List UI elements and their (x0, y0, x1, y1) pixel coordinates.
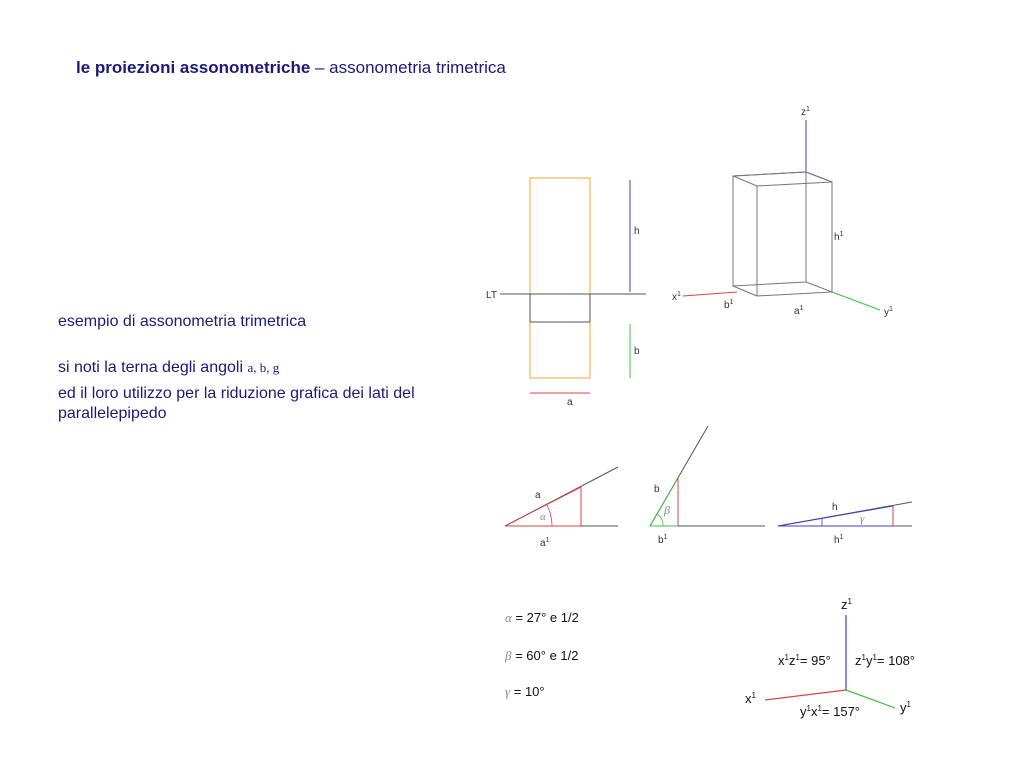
beta-value: β = 60° e 1/2 (505, 648, 579, 663)
alpha-bottom-label: $a^1$ (540, 537, 550, 549)
diagram-z-label: $z^1$ (841, 597, 852, 612)
orthographic-views (486, 178, 646, 408)
front-view (530, 178, 590, 294)
z-axis-label: $z^1$ (801, 106, 810, 118)
y-axis-label: $y^1$ (884, 306, 893, 318)
beta-top-label: b (654, 484, 660, 495)
gamma-bottom-label: $h^1$ (834, 534, 844, 546)
a1-label: $a^1$ (794, 305, 804, 317)
diagram-x-label: $x^1$ (745, 691, 756, 706)
note-prefix: si noti la terna degli angoli (58, 359, 248, 376)
beta-bottom-label: $b^1$ (658, 534, 668, 546)
b-label: b (634, 346, 640, 357)
xz-angle-label: $x^1z^1= 95^\circ$ (778, 653, 831, 668)
lt-label: LT (486, 290, 497, 301)
beta-reduction (650, 426, 765, 546)
h1-label: $h^1$ (834, 231, 844, 243)
angle-values (504, 610, 579, 699)
yx-angle-label: $y^1x^1= 157^\circ$ (800, 704, 860, 719)
beta-symbol: β (664, 503, 670, 517)
alpha-value: α = 27° e 1/2 (505, 610, 579, 625)
title-rest: – assonometria trimetrica (310, 58, 506, 77)
usage-text: ed il loro utilizzo per la riduzione grafica dei lati del parallelepipedo (58, 385, 415, 422)
alpha-symbol: α (540, 511, 546, 523)
note-greek: a, b, g (247, 360, 280, 375)
axonometric-box (683, 120, 880, 310)
top-view (530, 322, 590, 378)
axes-angle-diagram (745, 597, 915, 719)
a-label: a (567, 397, 573, 408)
zy-angle-label: $z^1y^1= 108^\circ$ (855, 653, 915, 668)
gamma-value: γ = 10° (505, 684, 545, 699)
alpha-reduction (505, 467, 618, 549)
example-text: esempio di assonometria trimetrica (58, 313, 307, 330)
alpha-top-label: a (535, 490, 541, 501)
gamma-top-label: h (832, 502, 838, 513)
gamma-reduction (778, 502, 912, 546)
b1-label: $b^1$ (724, 299, 734, 311)
title-bold: le proiezioni assonometriche (76, 58, 311, 77)
gamma-symbol: γ (860, 513, 865, 525)
h-label: h (634, 226, 640, 237)
x-axis-label: $x^1$ (672, 291, 681, 303)
diagram-y-label: $y^1$ (900, 700, 911, 715)
